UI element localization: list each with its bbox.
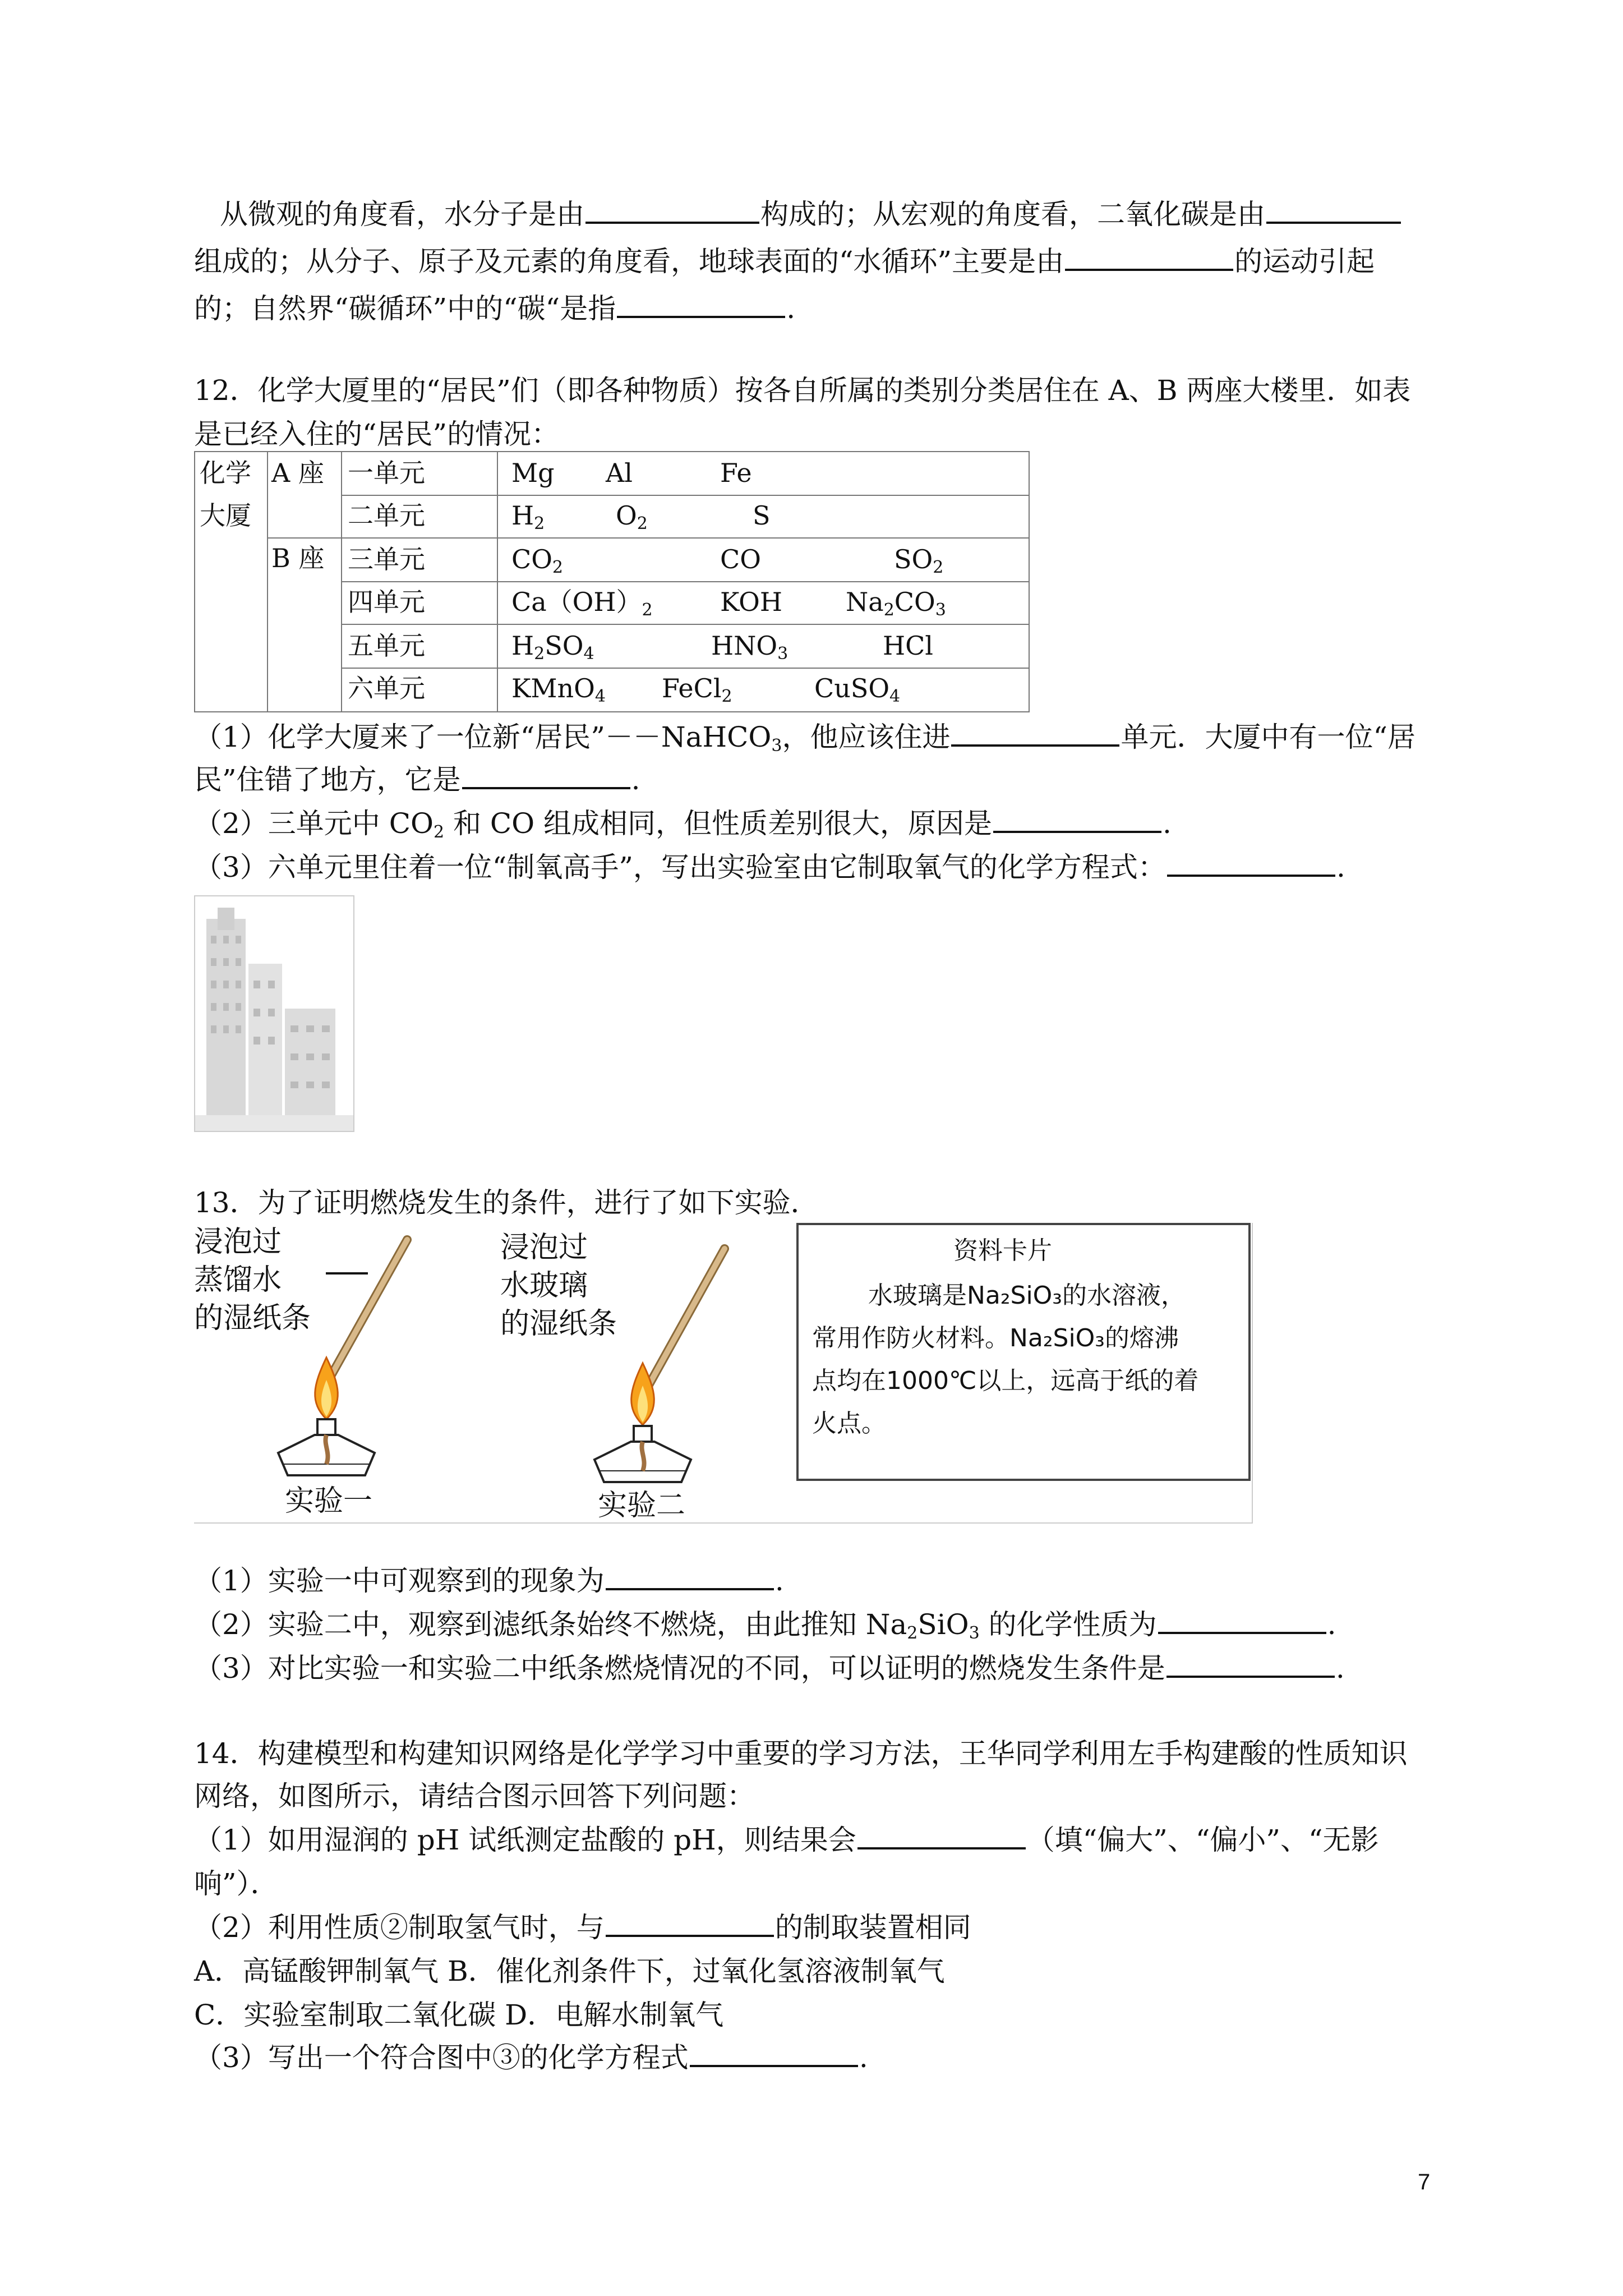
answer-blank[interactable]	[1266, 190, 1401, 224]
q14-stem-line-1: 14．构建模型和构建知识网络是化学学习中重要的学习方法，王华同学利用左手构建酸的性质知识	[194, 1737, 1408, 1770]
card-line: 点均在1000℃以上，远高于纸的着	[812, 1366, 1199, 1395]
exp2-name: 实验二	[598, 1489, 686, 1522]
residents-table	[194, 451, 1030, 712]
unit-label: 五单元	[348, 631, 425, 661]
card-line: 火点。	[812, 1409, 886, 1438]
q14-options-cd: C．实验室制取二氧化碳 D．电解水制氧气	[194, 1999, 724, 2031]
answer-blank[interactable]	[1166, 1644, 1335, 1678]
exp1-label-line: 蒸馏水	[194, 1263, 282, 1297]
q14-stem-line-2: 网络，如图所示，请结合图示回答下列问题：	[194, 1780, 755, 1812]
resident-cell: S	[753, 500, 771, 531]
resident-cell: CO	[720, 544, 761, 574]
q13-stem: 13．为了证明燃烧发生的条件，进行了如下实验．	[194, 1186, 819, 1219]
info-card	[796, 1223, 1251, 1481]
resident-cell: $SO_2$	[894, 544, 944, 577]
resident-cell: $HNO_3$	[711, 631, 789, 664]
card-line: 常用作防火材料。Na₂SiO₃的熔沸	[812, 1324, 1179, 1352]
building-image	[194, 895, 354, 1132]
experiment-figure	[194, 1223, 1253, 1524]
resident-cell: $Na_2CO_3$	[846, 587, 946, 620]
resident-cell: FeCl$_2$	[662, 673, 732, 706]
q13-part-3: （3）对比实验一和实验二中纸条燃烧情况的不同，可以证明的燃烧发生条件是 .	[194, 1644, 1345, 1693]
resident-cell: Fe	[720, 458, 752, 488]
q12-part-1-line-2: 民”住错了地方，它是 .	[194, 755, 640, 804]
resident-cell: KOH	[720, 587, 782, 617]
q14-part-1-line-2: 响”）．	[194, 1867, 279, 1900]
unit-label: 四单元	[348, 587, 425, 617]
answer-blank[interactable]	[1167, 843, 1335, 877]
exp2-label-line: 的湿纸条	[500, 1307, 617, 1341]
building-name-1: 化学	[200, 458, 251, 488]
unit-label: 二单元	[348, 500, 425, 531]
q12-part-2: （2）三单元中 $CO_2$ 和 CO 组成相同，但性质差别很大，原因是 .	[194, 799, 1172, 848]
q14-part-1-line-1: （1）如用湿润的 pH 试纸测定盐酸的 pH，则结果会 （填“偏大”、“偏小”、“无影	[194, 1815, 1379, 1865]
answer-blank[interactable]	[993, 799, 1161, 833]
seat-a: A 座	[271, 458, 324, 488]
unit-label: 三单元	[348, 544, 425, 574]
unit-label: 六单元	[348, 673, 425, 703]
resident-cell: HCl	[883, 631, 934, 661]
answer-blank[interactable]	[857, 1816, 1026, 1849]
resident-cell: $O_2$	[616, 500, 648, 533]
resident-cell: Al	[606, 458, 633, 488]
exp2-label-line: 水玻璃	[500, 1269, 588, 1303]
unit-label: 一单元	[348, 458, 425, 488]
resident-cell: $CO_2$	[511, 544, 564, 577]
intro-line-3: 的；自然界“碳循环”中的“碳“是指 .	[194, 284, 795, 333]
intro-line-1: 从微观的角度看，水分子是由 构成的；从宏观的角度看，二氧化碳是由	[220, 190, 1402, 239]
resident-cell: $Ca(OH)_2$	[511, 587, 653, 620]
q12-part-3: （3）六单元里住着一位“制氧高手”，写出实验室由它制取氧气的化学方程式： .	[194, 843, 1345, 892]
q14-options-ab: A．高锰酸钾制氧气 B．催化剂条件下，过氧化氢溶液制氧气	[194, 1955, 945, 1987]
intro-line-2: 组成的；从分子、原子及元素的角度看，地球表面的“水循环”主要是由 的运动引起	[194, 237, 1375, 286]
q14-part-3: （3）写出一个符合图中③的化学方程式 .	[194, 2033, 868, 2082]
resident-cell: CuSO$_4$	[814, 673, 901, 706]
building-name-2: 大厦	[200, 500, 251, 531]
answer-blank[interactable]	[462, 756, 630, 789]
answer-blank[interactable]	[690, 2033, 858, 2067]
answer-blank[interactable]	[606, 1557, 774, 1590]
resident-cell: KMnO$_4$	[511, 673, 606, 706]
exp1-label-line: 的湿纸条	[194, 1301, 311, 1335]
answer-blank[interactable]	[1065, 237, 1233, 271]
resident-cell: Mg	[511, 458, 555, 488]
q14-part-2: （2）利用性质②制取氢气时，与 的制取装置相同	[194, 1903, 971, 1952]
q12-part-1-line-1: （1）化学大厦来了一位新“居民”－－NaHCO$_3$，他应该住进 单元．大厦中有一位“居	[194, 712, 1415, 762]
answer-blank[interactable]	[606, 1903, 774, 1937]
exp1-label-line: 浸泡过	[194, 1225, 282, 1259]
q13-part-2: （2）实验二中，观察到滤纸条始终不燃烧，由此推知 $Na_2SiO_3$ 的化学性质为 .	[194, 1600, 1336, 1649]
answer-blank[interactable]	[617, 284, 785, 318]
q12-stem-line-2: 是已经入住的“居民”的情况：	[194, 418, 560, 450]
exp2-label-line: 浸泡过	[500, 1231, 588, 1264]
card-title: 资料卡片	[953, 1236, 1052, 1265]
answer-blank[interactable]	[1158, 1600, 1326, 1634]
resident-cell: $H_2SO_4$	[511, 631, 594, 664]
q12-stem-line-1: 12．化学大厦里的“居民”们（即各种物质）按各自所属的类别分类居住在 A、B 两座大楼里．如表	[194, 374, 1411, 407]
exp1-name: 实验一	[285, 1484, 373, 1518]
resident-cell: $H_2$	[511, 500, 545, 533]
page-number: 7	[1418, 2170, 1431, 2194]
card-line: 水玻璃是Na₂SiO₃的水溶液，	[868, 1281, 1186, 1310]
q13-part-1: （1）实验一中可观察到的现象为 .	[194, 1556, 784, 1605]
seat-b: B 座	[271, 543, 325, 573]
answer-blank[interactable]	[951, 713, 1119, 747]
answer-blank[interactable]	[585, 190, 759, 224]
